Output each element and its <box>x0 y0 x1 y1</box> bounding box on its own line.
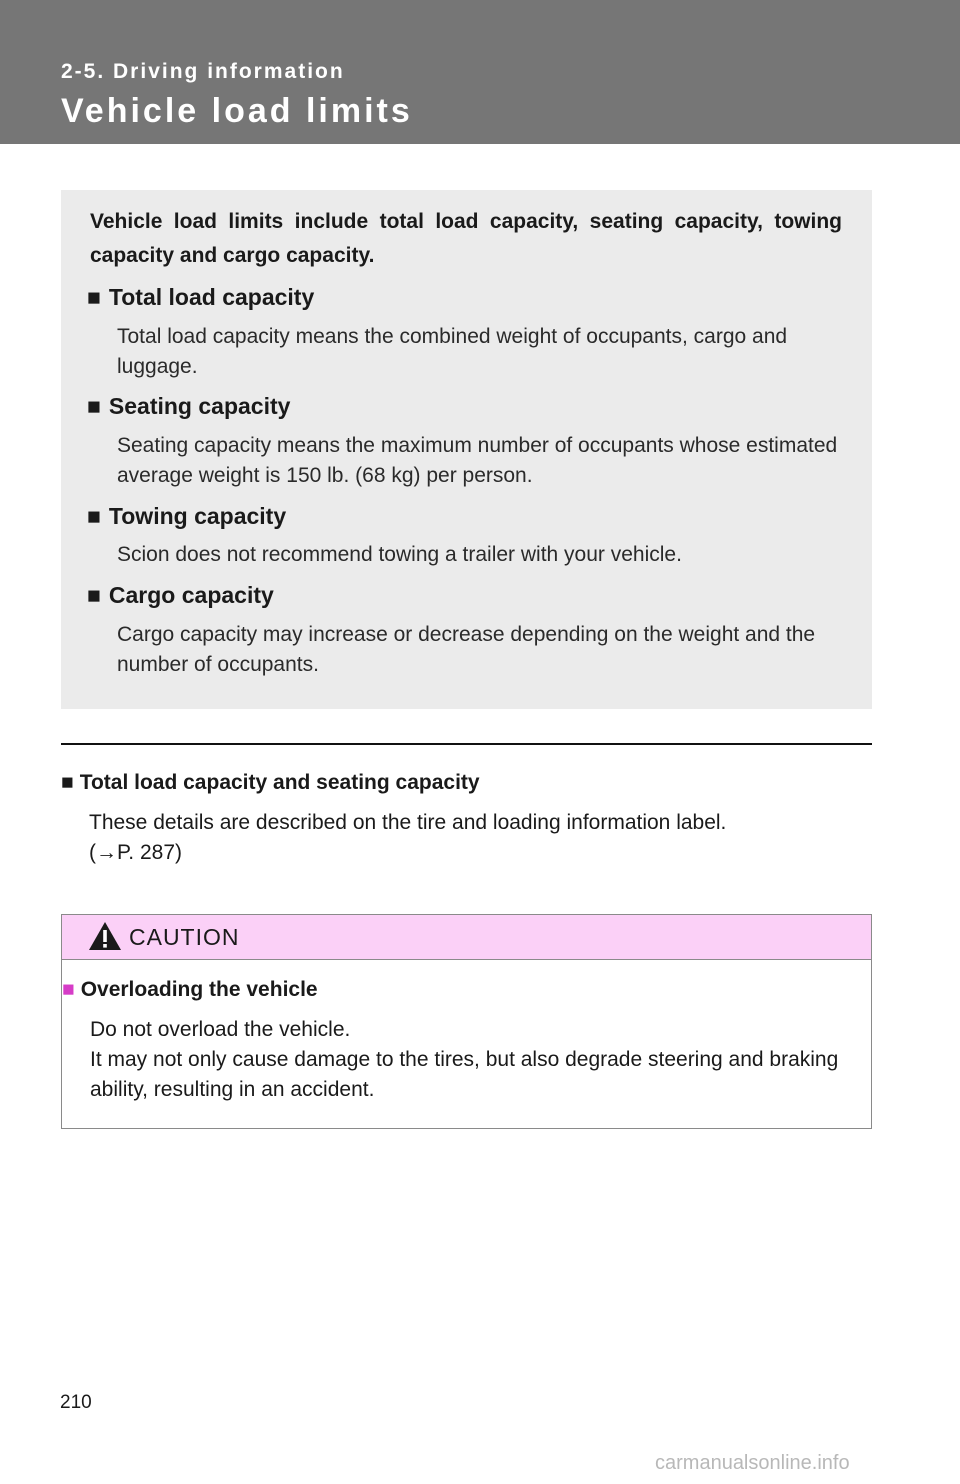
square-bullet-icon: ■ <box>87 284 101 310</box>
caution-heading-label: Overloading the vehicle <box>80 978 318 1001</box>
heading-seating-capacity <box>87 393 290 420</box>
square-bullet-icon: ■ <box>87 393 101 419</box>
warning-triangle-icon <box>88 921 122 951</box>
heading-label: Seating capacity <box>108 393 291 419</box>
page-header <box>0 0 960 144</box>
note-body: These details are described on the tire and loading information label. <box>89 811 727 834</box>
text-cargo-capacity: Cargo capacity may increase or decrease depending on the weight and the number of occupants. <box>117 623 816 676</box>
square-bullet-icon: ■ <box>62 978 75 1001</box>
text-total-load-capacity: Total load capacity means the combined weight of occupants, cargo and luggage. <box>117 325 788 378</box>
note-heading <box>61 771 480 795</box>
page-title: Vehicle load limits <box>61 92 413 130</box>
section-divider <box>61 743 872 745</box>
caution-label: CAUTION <box>129 924 240 950</box>
square-bullet-icon: ■ <box>87 503 101 529</box>
note-heading-label: Total load capacity and seating capacity <box>79 771 480 794</box>
note-text <box>89 808 863 868</box>
text-seating-capacity: Seating capacity means the maximum number of occupants whose estimated average weight is 150 lb. (68 kg) per person. <box>117 434 838 487</box>
heading-cargo-capacity <box>87 582 274 609</box>
text-towing-capacity: Scion does not recommend towing a trailer with your vehicle. <box>117 543 682 566</box>
watermark: carmanualsonline.info <box>655 1452 850 1474</box>
caution-text <box>90 1015 870 1105</box>
intro-summary: Vehicle load limits include total load capacity, seating capacity, towing capacity and cargo capacity. <box>90 210 842 267</box>
heading-label: Total load capacity <box>108 284 315 310</box>
caution-header <box>62 915 871 960</box>
section-label: 2-5. Driving information <box>61 60 345 83</box>
caution-heading <box>62 978 318 1002</box>
page-number: 210 <box>60 1392 92 1413</box>
caution-box <box>61 914 872 1129</box>
heading-towing-capacity <box>87 503 286 530</box>
square-bullet-icon: ■ <box>87 582 101 608</box>
heading-label: Cargo capacity <box>108 582 274 608</box>
heading-total-load-capacity <box>87 284 314 311</box>
caution-line: It may not only cause damage to the tires, but also degrade steering and braking ability, resulting in an accident. <box>90 1048 839 1101</box>
page-reference-link[interactable]: (→P. 287) <box>89 841 182 864</box>
intro-box <box>61 190 872 709</box>
caution-line: Do not overload the vehicle. <box>90 1018 351 1041</box>
heading-label: Towing capacity <box>108 503 287 529</box>
square-bullet-icon: ■ <box>61 771 74 794</box>
